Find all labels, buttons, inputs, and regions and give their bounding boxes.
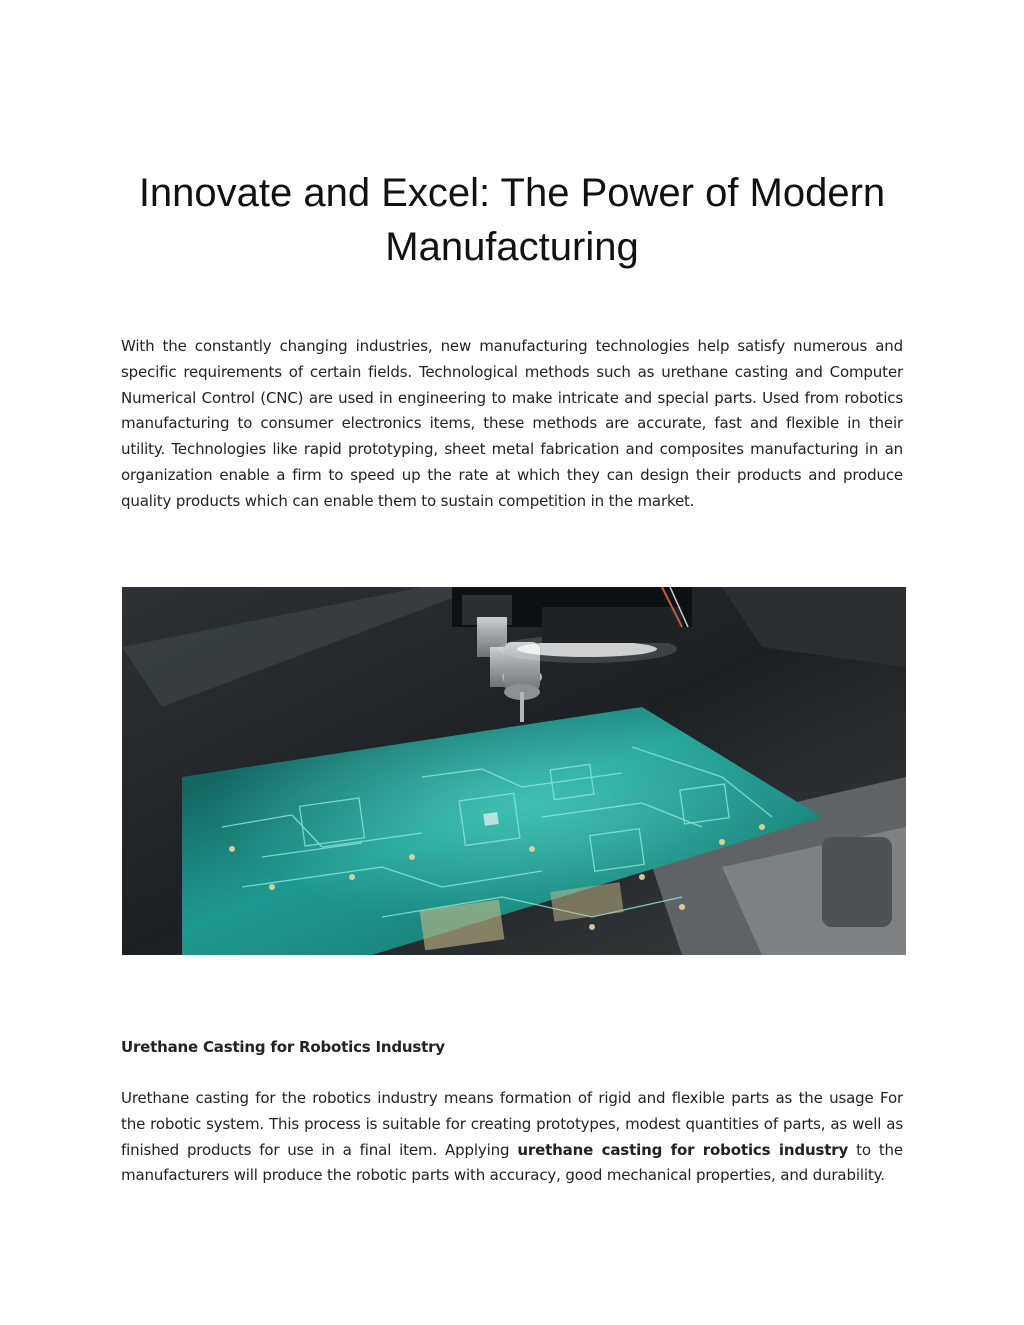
- section-paragraph-text-end: to the manufacturers will produce the robotic parts with accuracy, good mechanical properties, and durability.: [121, 1140, 903, 1185]
- section-paragraph-bold-phrase: urethane casting for robotics industry: [517, 1140, 849, 1159]
- section-paragraph: [121, 1086, 903, 1189]
- cnc-circuit-board-image: [122, 587, 906, 955]
- intro-paragraph: With the constantly changing industries, new manufacturing technologies help satisfy numerous and specific requirements of certain fields. Technological methods such as urethane casting and Computer Numerical Control (CNC) are used in engineering to make intricate and special parts. Used from robotics manufacturing to consumer electronics items, these methods are accurate, fast and flexible in their utility. Technologies like rapid prototyping, sheet metal fabrication and composites manufacturing in an organization enable a firm to speed up the rate at which they can design their products and produce quality products which can enable them to sustain competition in the market.: [121, 337, 903, 510]
- page-title: Innovate and Excel: The Power of Modern Manufacturing: [138, 171, 886, 269]
- section-paragraph-text: Urethane casting for the robotics industry means formation of rigid and flexible parts as the usage For the robotic system. This process is suitable for creating prototypes, modest quantities of parts, as well as finished products for use in a final item. Applying: [121, 1089, 903, 1159]
- section-heading: Urethane Casting for Robotics Industry: [121, 1038, 445, 1056]
